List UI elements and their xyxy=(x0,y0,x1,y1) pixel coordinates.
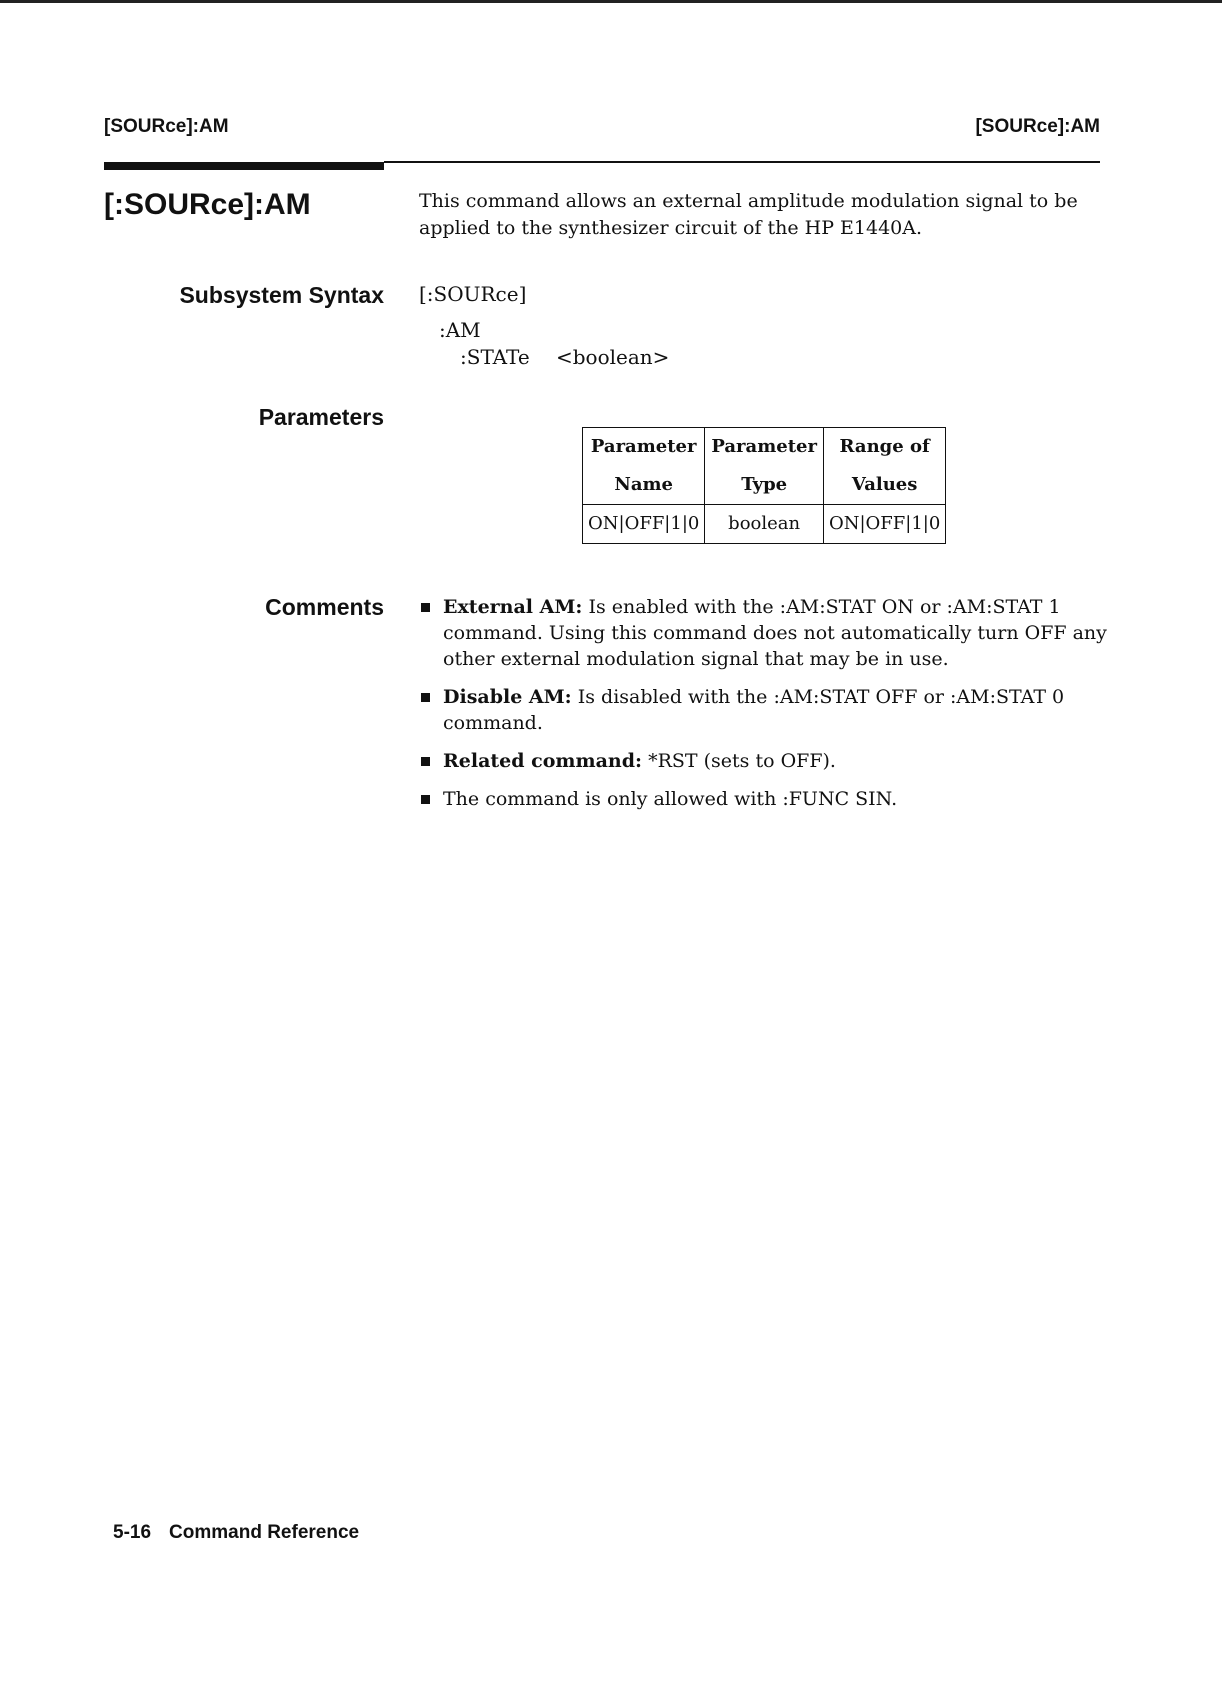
square-bullet-icon xyxy=(421,795,430,804)
page-number: 5-16 xyxy=(113,1522,152,1543)
header-line: Name xyxy=(614,474,673,495)
running-header-right: [SOURce]:AM xyxy=(975,116,1100,137)
comment-term: Disable AM: xyxy=(443,686,572,708)
list-item xyxy=(419,684,1109,736)
syntax-state-parameter: <boolean> xyxy=(556,345,670,369)
footer-section: Command Reference xyxy=(169,1522,360,1543)
list-item xyxy=(419,748,1109,774)
table-cell: ON|OFF|1|0 xyxy=(823,505,945,544)
list-item xyxy=(419,594,1109,672)
syntax-state-command: :STATe xyxy=(460,345,530,369)
comments-heading: Comments xyxy=(265,594,384,620)
command-description: This command allows an external amplitude modulation signal to be applied to the synthesizer circuit of the HP E1440A. xyxy=(419,190,1078,239)
table-header-cell xyxy=(705,428,824,505)
title-rule-thick xyxy=(104,162,384,170)
table-header-cell xyxy=(823,428,945,505)
comment-term: Related command: xyxy=(443,750,643,772)
square-bullet-icon xyxy=(421,757,430,766)
comments-list xyxy=(419,594,1109,824)
comment-term: External AM: xyxy=(443,596,583,618)
square-bullet-icon xyxy=(421,693,430,702)
header-line: Parameter xyxy=(590,436,697,457)
table-cell: boolean xyxy=(705,505,824,544)
command-title: [:SOURce]:AM xyxy=(104,188,311,221)
syntax-am-line: :AM xyxy=(439,318,481,342)
table-cell: ON|OFF|1|0 xyxy=(583,505,705,544)
header-line: Type xyxy=(741,474,788,495)
header-line: Parameter xyxy=(711,436,817,457)
comment-text: *RST (sets to OFF). xyxy=(642,750,836,772)
header-line: Values xyxy=(851,474,918,495)
running-header-left: [SOURce]:AM xyxy=(104,116,229,137)
parameters-heading: Parameters xyxy=(258,404,384,430)
title-rule-thin xyxy=(384,161,1100,163)
list-item xyxy=(419,786,1109,812)
table-header-cell xyxy=(583,428,705,505)
parameters-table xyxy=(582,427,946,544)
comment-text: Is disabled with the :AM:STAT OFF or :AM:STAT 0 command. xyxy=(443,686,1065,734)
comment-text: The command is only allowed with :FUNC SIN. xyxy=(443,788,898,810)
top-rule xyxy=(0,0,1222,3)
table-header-row xyxy=(583,428,946,505)
page-footer xyxy=(113,1522,359,1544)
syntax-source-line: [:SOURce] xyxy=(419,282,527,306)
table-row xyxy=(583,505,946,544)
header-line: Range of xyxy=(839,436,930,457)
comment-text: Is enabled with the :AM:STAT ON or :AM:STAT 1 command. Using this command does not automatically turn OFF any other external modulation signal that may be in use. xyxy=(443,596,1107,670)
square-bullet-icon xyxy=(421,603,430,612)
subsystem-syntax-heading: Subsystem Syntax xyxy=(179,282,384,308)
